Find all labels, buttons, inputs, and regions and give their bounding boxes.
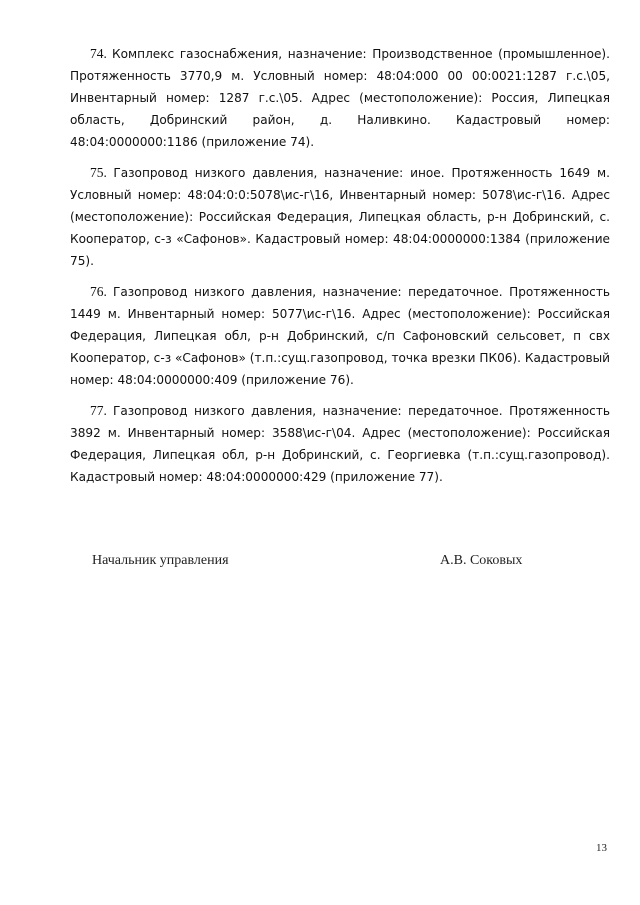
- document-body: [70, 43, 610, 497]
- item-number: 77 .: [90, 403, 113, 418]
- signatory-position: Начальник управления: [92, 553, 229, 568]
- item-text: Газопровод низкого давления, назначение: иное. Протяженность 1649 м. Условный номер: 48:04:0:0:5078\ис-г\16, Инвентарный номер: 5078\ис-г\16. Адрес (местоположение): Российская Федерация, Липецкая область, р-н Добринский, с. Кооператор, с-з «Сафонов». Кадастровый номер: 48:04:0000000:1384 (приложение 75).: [70, 166, 610, 268]
- list-item: [70, 400, 610, 488]
- item-text: Газопровод низкого давления, назначение: передаточное. Протяженность 3892 м. Инвентарный номер: 3588\ис-г\04. Адрес (местоположение): Российская Федерация, Липецкая обл, р-н Добринский, с. Георгиевка (т.п.:сущ.газопровод). Кадастровый номер: 48:04:0000000:429 (приложение 77).: [70, 404, 610, 484]
- list-item: [70, 162, 610, 272]
- item-number: 74 .: [90, 46, 112, 61]
- page-number: 13: [596, 842, 607, 854]
- signatory-name: А.В. Соковых: [440, 553, 523, 568]
- list-item: [70, 43, 610, 153]
- list-item: [70, 281, 610, 391]
- item-text: Комплекс газоснабжения, назначение: Производственное (промышленное). Протяженность 3770,9 м. Условный номер: 48:04:000 00 00:0021:1287 г.с.\05, Инвентарный номер: 1287 г.с.\05. Адрес (местоположение): Россия, Липецкая область, Добринский район, д. Наливкино. Кадастровый номер: 48:04:0000000:1186 (приложение 74).: [70, 47, 610, 149]
- item-number: 75 .: [90, 165, 113, 180]
- item-text: Газопровод низкого давления, назначение: передаточное. Протяженность 1449 м. Инвентарный номер: 5077\ис-г\16. Адрес (местоположение): Российская Федерация, Липецкая обл, р-н Добринский, с/п Сафоновский сельсовет, п свх Кооператор, с-з «Сафонов» (т.п.:сущ.газопровод, точка врезки ПК06). Кадастровый номер: 48:04:0000000:409 (приложение 76).: [70, 285, 610, 387]
- item-number: 76 .: [90, 284, 113, 299]
